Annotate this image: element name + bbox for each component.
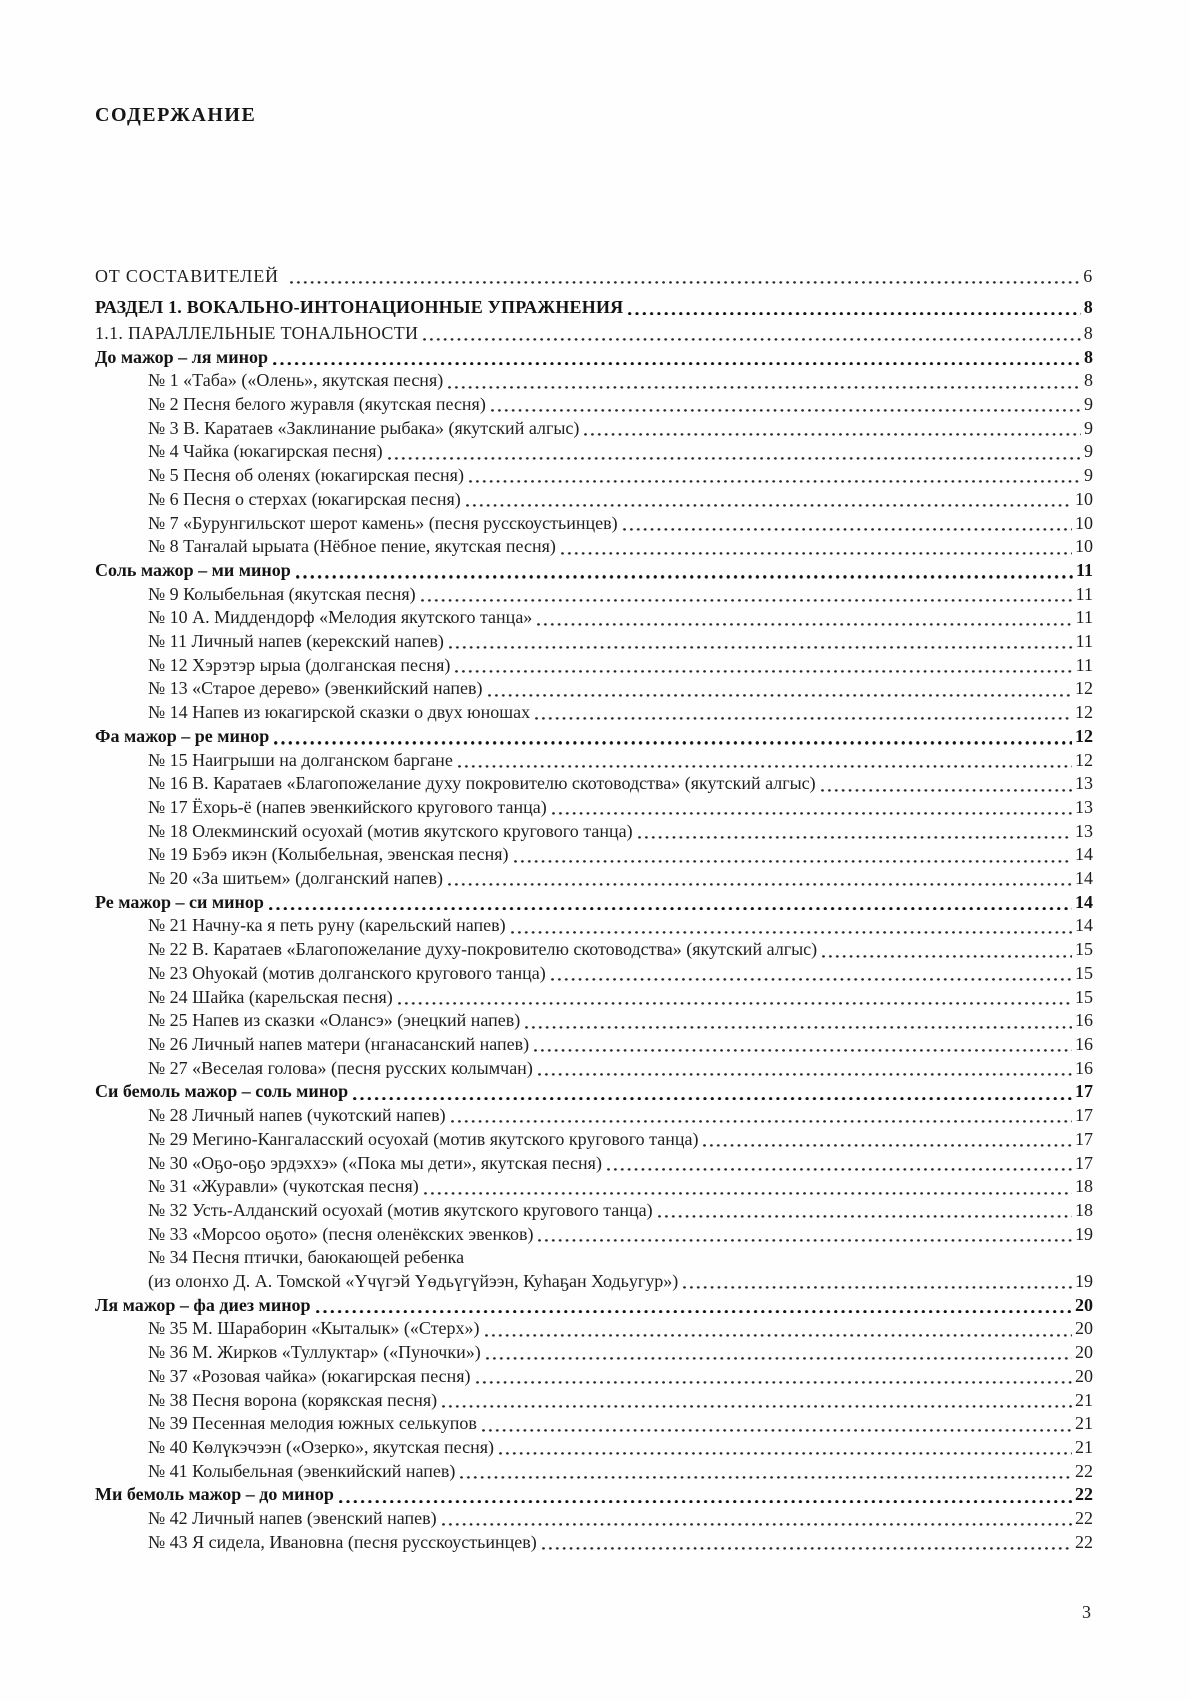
toc-entry-label: № 15 Наигрыши на долганском баргане bbox=[148, 749, 453, 770]
dot-leader bbox=[582, 417, 1082, 441]
toc-entry-label: № 24 Шайка (карельская песня) bbox=[148, 986, 393, 1007]
dot-leader bbox=[314, 1294, 1073, 1318]
toc-row bbox=[95, 654, 1093, 678]
toc-row bbox=[95, 1223, 1093, 1247]
dot-leader bbox=[267, 891, 1073, 915]
dot-leader bbox=[446, 369, 1082, 393]
toc-row bbox=[95, 464, 1093, 488]
dot-leader bbox=[533, 701, 1073, 725]
toc-row bbox=[95, 891, 1093, 915]
toc-entry-label: № 42 Личный напев (эвенский напев) bbox=[148, 1508, 437, 1529]
toc-entry-page: 17 bbox=[1075, 1128, 1093, 1149]
toc-entry-page: 14 bbox=[1075, 891, 1093, 912]
toc-row bbox=[95, 1270, 1093, 1294]
dot-leader bbox=[486, 677, 1074, 701]
dot-leader bbox=[386, 440, 1082, 464]
toc-entry-label: Ре мажор – си минор bbox=[95, 891, 264, 912]
toc-row bbox=[95, 962, 1093, 986]
toc-entry-page: 16 bbox=[1075, 1034, 1093, 1054]
dot-leader bbox=[294, 559, 1074, 583]
toc-entry-page: 19 bbox=[1075, 1271, 1093, 1292]
page-title: СОДЕРЖАНИЕ bbox=[95, 104, 257, 126]
dot-leader bbox=[701, 1128, 1073, 1152]
dot-leader bbox=[421, 322, 1081, 346]
toc-entry-page: 8 bbox=[1083, 322, 1093, 343]
toc-row bbox=[95, 583, 1093, 607]
toc-entry-page: 11 bbox=[1075, 607, 1093, 628]
toc-entry-label: № 27 «Веселая голова» (песня русских колымчан) bbox=[148, 1057, 533, 1078]
toc-entry-page: 13 bbox=[1075, 820, 1093, 841]
dot-leader bbox=[681, 1270, 1073, 1294]
toc-entry-label: РАЗДЕЛ 1. ВОКАЛЬНО-ИНТОНАЦИОННЫЕ УПРАЖНЕНИЯ bbox=[95, 296, 624, 317]
toc-row bbox=[95, 1199, 1093, 1223]
toc-row bbox=[95, 1033, 1093, 1057]
toc-row bbox=[95, 986, 1093, 1010]
toc-entry-page: 22 bbox=[1075, 1531, 1093, 1552]
toc-entry-label: До мажор – ля минор bbox=[95, 346, 268, 367]
dot-leader bbox=[419, 583, 1074, 607]
toc-entry-page: 9 bbox=[1084, 441, 1093, 462]
toc-row bbox=[95, 346, 1093, 370]
toc-entry-page: 19 bbox=[1075, 1223, 1093, 1244]
toc-row bbox=[95, 1389, 1093, 1413]
toc-entry-page: 8 bbox=[1084, 370, 1093, 391]
toc-row bbox=[95, 512, 1093, 536]
toc-entry-label: № 9 Колыбельная (якутская песня) bbox=[148, 583, 416, 604]
toc-entry-label: № 2 Песня белого журавля (якутская песня) bbox=[148, 394, 486, 415]
toc-entry-label: № 35 М. Шараборин «Кыталык» («Стерх») bbox=[148, 1318, 480, 1339]
dot-leader bbox=[396, 986, 1073, 1010]
toc-entry-page: 20 bbox=[1075, 1318, 1093, 1339]
toc-entry-page: 15 bbox=[1075, 939, 1093, 960]
toc-entry-page: 20 bbox=[1075, 1294, 1093, 1315]
toc-row bbox=[95, 701, 1093, 725]
toc-entry-label: № 6 Песня о стерхах (юкагирская песня) bbox=[148, 488, 461, 509]
toc-entry-page: 21 bbox=[1075, 1389, 1093, 1410]
dot-leader bbox=[447, 630, 1074, 654]
toc-entry-page: 12 bbox=[1075, 678, 1093, 699]
toc-entry-label: № 28 Личный напев (чукотский напев) bbox=[148, 1105, 446, 1126]
toc-entry-label: № 22 В. Каратаев «Благопожелание духу-покровителю скотоводства» (якутский алгыс) bbox=[148, 939, 818, 960]
dot-leader bbox=[509, 914, 1073, 938]
toc-entry-label: Ми бемоль мажор – до минор bbox=[95, 1484, 334, 1505]
toc-row bbox=[95, 488, 1093, 512]
toc-list bbox=[95, 265, 1093, 1554]
toc-entry-page: 21 bbox=[1075, 1413, 1093, 1434]
dot-leader bbox=[440, 1389, 1073, 1413]
toc-entry-page: 6 bbox=[1083, 266, 1093, 286]
toc-entry-page: 11 bbox=[1075, 654, 1093, 675]
toc-row bbox=[95, 677, 1093, 701]
dot-leader bbox=[820, 938, 1073, 962]
dot-leader bbox=[422, 1175, 1073, 1199]
dot-leader bbox=[549, 962, 1073, 986]
toc-entry-label: № 12 Хэрэтэр ырыа (долганская песня) bbox=[148, 654, 451, 675]
dot-leader bbox=[497, 1436, 1073, 1460]
toc-row bbox=[95, 265, 1093, 289]
toc-row bbox=[95, 296, 1093, 320]
toc-entry-page: 9 bbox=[1084, 394, 1093, 415]
toc-row bbox=[95, 559, 1093, 583]
dot-leader bbox=[489, 393, 1082, 417]
toc-entry-label: № 29 Мегино-Кангаласский осуохай (мотив якутского кругового танца) bbox=[148, 1128, 699, 1149]
toc-entry-page: 17 bbox=[1075, 1105, 1093, 1126]
dot-leader bbox=[446, 867, 1073, 891]
dot-leader bbox=[532, 1033, 1073, 1057]
toc-entry-label: № 8 Таҥалай ырыата (Нёбное пение, якутская песня) bbox=[148, 536, 556, 557]
dot-leader bbox=[288, 265, 1081, 289]
toc-entry-page: 20 bbox=[1075, 1365, 1093, 1386]
toc-entry-label: № 1 «Таба» («Олень», якутская песня) bbox=[148, 370, 444, 391]
toc-entry-page: 22 bbox=[1075, 1460, 1093, 1481]
toc-entry-label: № 38 Песня ворона (корякская песня) bbox=[148, 1389, 438, 1410]
toc-entry-label: № 17 Ёхорь-ё (напев эвенкийского кругового танца) bbox=[148, 796, 547, 817]
dot-leader bbox=[523, 1009, 1073, 1033]
toc-entry-label: Соль мажор – ми минор bbox=[95, 559, 291, 580]
toc-entry-page: 12 bbox=[1075, 702, 1093, 723]
dot-leader bbox=[456, 749, 1073, 773]
toc-entry-page: 11 bbox=[1075, 559, 1093, 580]
toc-entry-label: № 20 «За шитьем» (долганский напев) bbox=[148, 868, 444, 889]
toc-entry-label: № 40 Көлүкэчээн («Озерко», якутская песня) bbox=[148, 1436, 495, 1457]
dot-leader bbox=[656, 1199, 1073, 1223]
toc-entry-page: 8 bbox=[1083, 296, 1093, 317]
toc-entry-page: 22 bbox=[1075, 1484, 1093, 1505]
toc-entry-page: 10 bbox=[1075, 512, 1093, 533]
dot-leader bbox=[536, 1223, 1073, 1247]
dot-leader bbox=[484, 1341, 1073, 1365]
toc-entry-label: Фа мажор – ре минор bbox=[95, 725, 270, 746]
toc-entry-label: № 19 Бэбэ икэн (Колыбельная, эвенская песня) bbox=[148, 844, 509, 865]
toc-entry-label: № 7 «Бурунгильскот шерот камень» (песня русскоустьинцев) bbox=[148, 512, 618, 533]
dot-leader bbox=[535, 606, 1073, 630]
toc-entry-page: 17 bbox=[1075, 1152, 1093, 1173]
toc-entry-page: 11 bbox=[1075, 631, 1093, 652]
toc-row bbox=[95, 322, 1093, 346]
toc-row bbox=[95, 772, 1093, 796]
toc-entry-page: 16 bbox=[1075, 1057, 1093, 1078]
toc-entry-page: 13 bbox=[1075, 796, 1093, 817]
toc-entry-label: № 13 «Старое дерево» (эвенкийский напев) bbox=[148, 678, 483, 699]
toc-row bbox=[95, 1080, 1093, 1104]
dot-leader bbox=[467, 464, 1082, 488]
toc-entry-page: 18 bbox=[1075, 1199, 1093, 1220]
toc-entry-page: 11 bbox=[1075, 583, 1093, 604]
dot-leader bbox=[480, 1412, 1073, 1436]
dot-leader bbox=[474, 1365, 1073, 1389]
toc-row bbox=[95, 1483, 1093, 1507]
dot-leader bbox=[449, 1104, 1073, 1128]
toc-row bbox=[95, 1365, 1093, 1389]
toc-row bbox=[95, 1175, 1093, 1199]
dot-leader bbox=[626, 296, 1081, 320]
toc-entry-label: № 37 «Розовая чайка» (юкагирская песня) bbox=[148, 1365, 471, 1386]
toc-entry-label: Ля мажор – фа диез минор bbox=[95, 1294, 311, 1315]
toc-row bbox=[95, 1128, 1093, 1152]
toc-entry-label: (из олонхо Д. А. Томской «Үчүгэй Үөдьүгүйээн, Куһаҕан Ходьугур») bbox=[148, 1271, 679, 1292]
toc-row bbox=[95, 630, 1093, 654]
dot-leader bbox=[819, 772, 1073, 796]
toc-entry-label: № 36 М. Жирков «Туллуктар» («Пуночки») bbox=[148, 1342, 481, 1363]
toc-entry-label: Си бемоль мажор – соль минор bbox=[95, 1081, 349, 1102]
dot-leader bbox=[271, 346, 1082, 370]
toc-entry-page: 9 bbox=[1084, 417, 1093, 438]
dot-leader bbox=[458, 1460, 1073, 1484]
toc-entry-page: 17 bbox=[1075, 1081, 1093, 1102]
toc-entry-page: 18 bbox=[1075, 1176, 1093, 1197]
toc-row bbox=[95, 1341, 1093, 1365]
dot-leader bbox=[272, 725, 1073, 749]
toc-row bbox=[95, 393, 1093, 417]
dot-leader bbox=[636, 820, 1073, 844]
toc-entry-page: 13 bbox=[1075, 773, 1093, 794]
toc-row bbox=[95, 1009, 1093, 1033]
dot-leader bbox=[512, 843, 1073, 867]
toc-entry-page: 10 bbox=[1075, 536, 1093, 557]
toc-entry-label: № 10 А. Миддендорф «Мелодия якутского танца» bbox=[148, 607, 533, 628]
toc-row bbox=[95, 914, 1093, 938]
toc-row bbox=[95, 1436, 1093, 1460]
toc-row bbox=[95, 417, 1093, 441]
toc-row bbox=[95, 1294, 1093, 1318]
toc-entry-label: № 14 Напев из юкагирской сказки о двух юношах bbox=[148, 702, 531, 723]
toc-entry-label: № 16 В. Каратаев «Благопожелание духу покровителю скотоводства» (якутский алгыс) bbox=[148, 773, 816, 794]
toc-entry-page: 16 bbox=[1075, 1010, 1093, 1031]
dot-leader bbox=[351, 1080, 1073, 1104]
toc-row bbox=[95, 867, 1093, 891]
toc-entry-label: № 34 Песня птички, баюкающей ребенка bbox=[148, 1247, 465, 1268]
toc-row bbox=[95, 820, 1093, 844]
toc-row bbox=[95, 440, 1093, 464]
dot-leader bbox=[440, 1507, 1073, 1531]
toc-row bbox=[95, 796, 1093, 820]
toc-row bbox=[95, 938, 1093, 962]
toc-entry-page: 15 bbox=[1075, 986, 1093, 1007]
toc-entry-label: № 39 Песенная мелодия южных селькупов bbox=[148, 1413, 477, 1434]
toc-entry-page: 10 bbox=[1075, 488, 1093, 509]
toc-entry-page: 14 bbox=[1075, 868, 1093, 889]
toc-entry-label: № 43 Я сидела, Ивановна (песня русскоустьинцев) bbox=[148, 1531, 537, 1552]
toc-entry-page: 8 bbox=[1084, 346, 1093, 367]
toc-entry-label: № 4 Чайка (юкагирская песня) bbox=[148, 441, 383, 462]
toc-row bbox=[95, 535, 1093, 559]
toc-entry-label: № 26 Личный напев матери (нганасанский напев) bbox=[148, 1034, 530, 1054]
toc-entry-label: № 41 Колыбельная (эвенкийский напев) bbox=[148, 1460, 456, 1481]
toc-row bbox=[95, 749, 1093, 773]
toc-entry-label: ОТ СОСТАВИТЕЛЕЙ bbox=[95, 266, 279, 286]
toc-row bbox=[95, 1104, 1093, 1128]
toc-entry-page: 22 bbox=[1075, 1508, 1093, 1529]
toc-row bbox=[95, 1152, 1093, 1176]
toc-row bbox=[95, 1246, 1093, 1270]
toc-row bbox=[95, 725, 1093, 749]
dot-leader bbox=[550, 796, 1073, 820]
toc-entry-label: № 33 «Морсоо оҕото» (песня оленёкских эвенков) bbox=[148, 1223, 534, 1244]
toc-row bbox=[95, 843, 1093, 867]
toc-entry-page: 20 bbox=[1075, 1342, 1093, 1363]
dot-leader bbox=[621, 512, 1073, 536]
dot-leader bbox=[536, 1057, 1073, 1081]
dot-leader bbox=[453, 654, 1073, 678]
toc-row bbox=[95, 1507, 1093, 1531]
toc-entry-page: 12 bbox=[1075, 725, 1093, 746]
toc-row bbox=[95, 1412, 1093, 1436]
dot-leader bbox=[605, 1152, 1073, 1176]
toc-entry-label: № 30 «Оҕо-оҕо эрдэххэ» («Пока мы дети», якутская песня) bbox=[148, 1152, 602, 1173]
toc-row bbox=[95, 606, 1093, 630]
toc-row bbox=[95, 369, 1093, 393]
toc-entry-label: 1.1. ПАРАЛЛЕЛЬНЫЕ ТОНАЛЬНОСТИ bbox=[95, 322, 419, 343]
dot-leader bbox=[483, 1317, 1073, 1341]
dot-leader bbox=[337, 1483, 1073, 1507]
page-number: 3 bbox=[1082, 1602, 1091, 1622]
toc-row bbox=[95, 1057, 1093, 1081]
toc-row bbox=[95, 1317, 1093, 1341]
toc-entry-label: № 11 Личный напев (керекский напев) bbox=[148, 631, 444, 652]
toc-entry-label: № 32 Усть-Алданский осуохай (мотив якутского кругового танца) bbox=[148, 1199, 653, 1220]
toc-row bbox=[95, 1531, 1093, 1555]
toc-entry-page: 9 bbox=[1084, 465, 1093, 486]
toc-entry-page: 14 bbox=[1075, 844, 1093, 865]
toc-entry-label: № 31 «Журавли» (чукотская песня) bbox=[148, 1176, 419, 1197]
dot-leader bbox=[540, 1531, 1073, 1555]
toc-entry-page: 15 bbox=[1075, 962, 1093, 983]
toc-entry-page: 12 bbox=[1075, 749, 1093, 770]
toc-entry-label: № 25 Напев из сказки «Олансэ» (энецкий напев) bbox=[148, 1010, 521, 1031]
dot-leader bbox=[464, 488, 1073, 512]
toc-entry-label: № 23 Оһуокай (мотив долганского кругового танца) bbox=[148, 962, 546, 983]
dot-leader bbox=[559, 535, 1073, 559]
toc-row bbox=[95, 1460, 1093, 1484]
toc-entry-page: 14 bbox=[1075, 915, 1093, 936]
toc-entry-page: 21 bbox=[1075, 1436, 1093, 1457]
toc-entry-label: № 3 В. Каратаев «Заклинание рыбака» (якутский алгыс) bbox=[148, 417, 580, 438]
toc-entry-label: № 21 Начну-ка я петь руну (карельский напев) bbox=[148, 915, 506, 936]
toc-entry-label: № 5 Песня об оленях (юкагирская песня) bbox=[148, 465, 464, 486]
toc-entry-label: № 18 Олекминский осуохай (мотив якутского кругового танца) bbox=[148, 820, 633, 841]
